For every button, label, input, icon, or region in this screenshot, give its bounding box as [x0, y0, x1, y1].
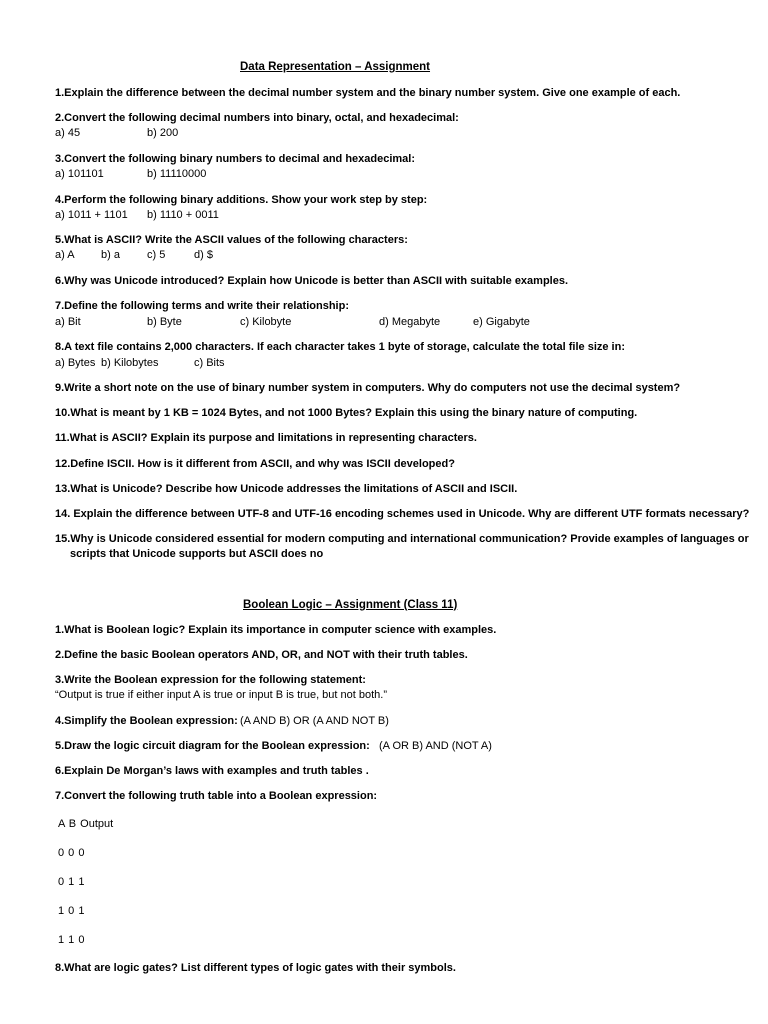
q2-option-b: b) 200 — [147, 127, 179, 139]
boolean-question-6: 6.Explain De Morgan’s laws with examples and truth tables . — [55, 765, 369, 777]
truth-table-row: 0 1 1 — [58, 876, 85, 888]
truth-table-row: 1 0 1 — [58, 905, 85, 917]
question-10: 10.What is meant by 1 KB = 1024 Bytes, and not 1000 Bytes? Explain this using the binary nature of computing. — [55, 407, 638, 419]
question-15: 15.Why is Unicode considered essential for modern computing and international communication? Provide examples of languages or — [55, 533, 749, 545]
question-12: 12.Define ISCII. How is it different from ASCII, and why was ISCII developed? — [55, 458, 455, 470]
q4-option-b: b) 1110 + 0011 — [147, 209, 219, 221]
q3-option-b: b) 11110000 — [147, 168, 207, 180]
truth-table-row: 1 1 0 — [58, 934, 85, 946]
boolean-question-7: 7.Convert the following truth table into a Boolean expression: — [55, 790, 378, 802]
q7-option-b: b) Byte — [147, 316, 182, 328]
q4-option-a: a) 1011 + 1101 — [55, 209, 128, 221]
question-15-continued: scripts that Unicode supports but ASCII does no — [70, 548, 324, 560]
truth-table-row: 0 0 0 — [58, 847, 85, 859]
q2-option-a: a) 45 — [55, 127, 81, 139]
q7-option-d: d) Megabyte — [379, 316, 441, 328]
question-11: 11.What is ASCII? Explain its purpose and limitations in representing characters. — [55, 432, 477, 444]
question-8: 8.A text file contains 2,000 characters. If each character takes 1 byte of storage, calculate the total file size in: — [55, 341, 625, 353]
question-14: 14. Explain the difference between UTF-8 and UTF-16 encoding schemes used in Unicode. Why are different UTF formats necessary? — [55, 508, 750, 520]
question-3: 3.Convert the following binary numbers to decimal and hexadecimal: — [55, 153, 416, 165]
q5-option-b: b) a — [101, 249, 120, 261]
q7-option-a: a) Bit — [55, 316, 81, 328]
boolean-question-5: 5.Draw the logic circuit diagram for the Boolean expression: — [55, 740, 370, 752]
q5-option-a: a) A — [55, 249, 75, 261]
boolean-question-8: 8.What are logic gates? List different types of logic gates with their symbols. — [55, 962, 456, 974]
boolean-q5-expression: (A OR B) AND (NOT A) — [379, 740, 492, 752]
section1-title: Data Representation – Assignment — [240, 61, 431, 73]
boolean-question-3: 3.Write the Boolean expression for the following statement: — [55, 674, 366, 686]
boolean-question-2: 2.Define the basic Boolean operators AND, OR, and NOT with their truth tables. — [55, 649, 468, 661]
question-9: 9.Write a short note on the use of binary number system in computers. Why do computers not use the decimal system? — [55, 382, 681, 394]
boolean-question-1: 1.What is Boolean logic? Explain its importance in computer science with examples. — [55, 624, 497, 636]
q7-option-c: c) Kilobyte — [240, 316, 292, 328]
question-2: 2.Convert the following decimal numbers into binary, octal, and hexadecimal: — [55, 112, 459, 124]
question-5: 5.What is ASCII? Write the ASCII values of the following characters: — [55, 234, 408, 246]
q7-option-e: e) Gigabyte — [473, 316, 530, 328]
q5-option-d: d) $ — [194, 249, 213, 261]
question-13: 13.What is Unicode? Describe how Unicode addresses the limitations of ASCII and ISCII. — [55, 483, 518, 495]
boolean-q3-statement: “Output is true if either input A is true or input B is true, but not both.” — [55, 689, 388, 701]
q8-option-c: c) Bits — [194, 357, 225, 369]
question-7: 7.Define the following terms and write their relationship: — [55, 300, 349, 312]
section2-title: Boolean Logic – Assignment (Class 11) — [243, 599, 458, 611]
q5-option-c: c) 5 — [147, 249, 166, 261]
q3-option-a: a) 101101 — [55, 168, 104, 180]
question-6: 6.Why was Unicode introduced? Explain how Unicode is better than ASCII with suitable examples. — [55, 275, 569, 287]
question-1: 1.Explain the difference between the decimal number system and the binary number system. Give one example of each. — [55, 87, 681, 99]
boolean-question-4: 4.Simplify the Boolean expression: — [55, 715, 238, 727]
boolean-q4-expression: (A AND B) OR (A AND NOT B) — [240, 715, 389, 727]
truth-table-header: A B Output — [58, 818, 114, 830]
question-4: 4.Perform the following binary additions. Show your work step by step: — [55, 194, 428, 206]
q8-option-b: b) Kilobytes — [101, 357, 159, 369]
q8-option-a: a) Bytes — [55, 357, 96, 369]
